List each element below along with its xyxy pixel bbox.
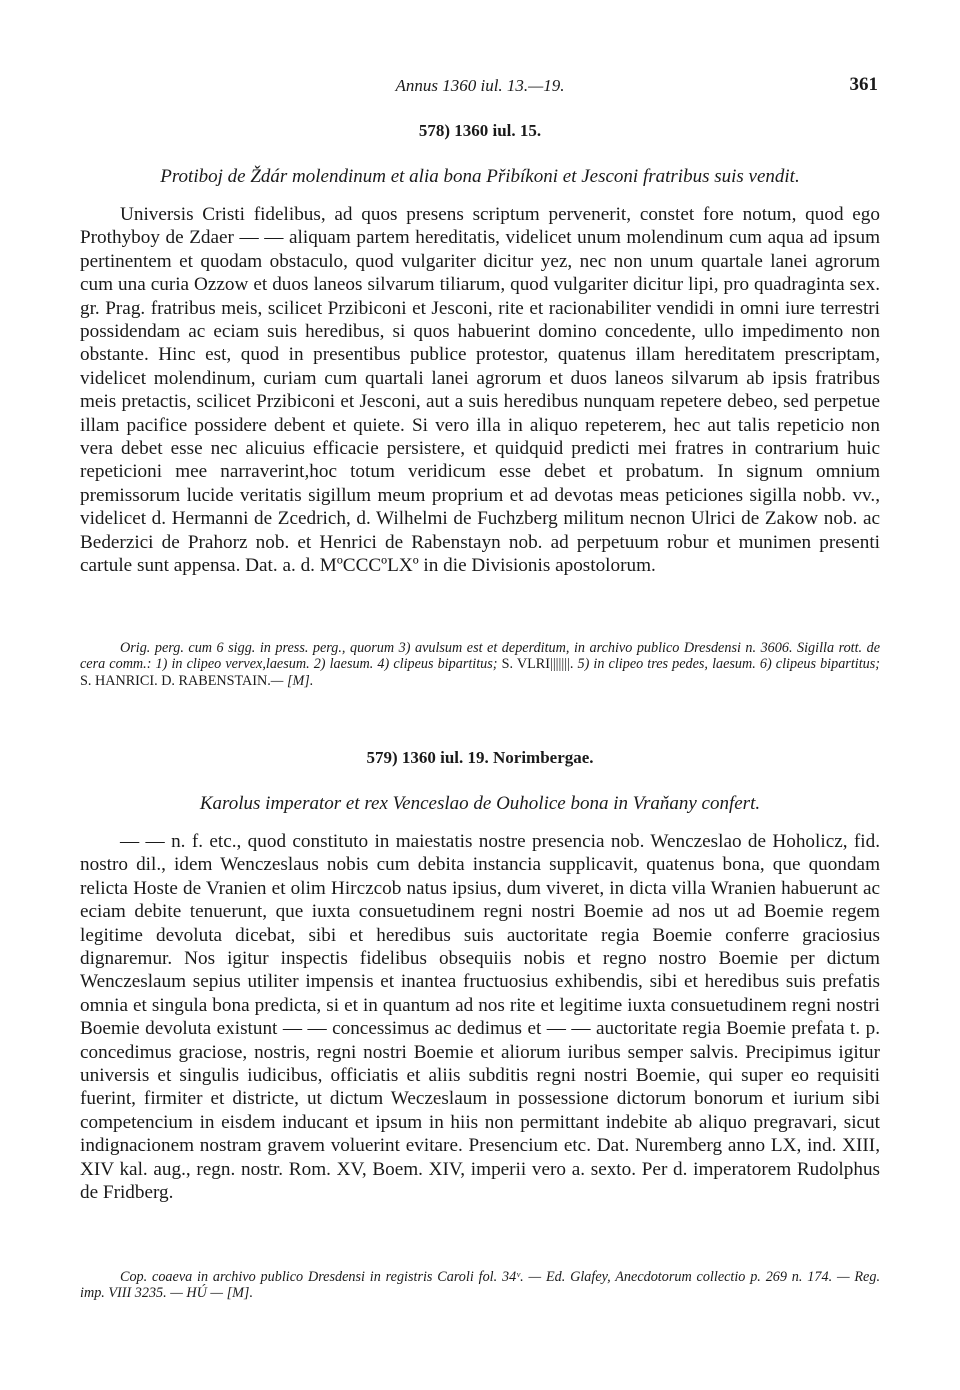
running-head: [80, 72, 880, 102]
doc-579-summary: Karolus imperator et rex Venceslao de Ouholice bona in Vraňany confert.: [199, 793, 761, 814]
doc-578-body: [80, 203, 880, 578]
doc-578-note: [80, 640, 880, 689]
doc-578-heading: 578) 1360 iul. 15.: [418, 121, 542, 140]
doc-578-note-part-2: 5) in clipeo tres pedes, laesum. 6) clipeus bipartitus;: [573, 656, 880, 673]
doc-579-note: Cop. coaeva in archivo publico Dresdensi in registris Caroli fol. 34ᵛ. — Ed. Glafey, Anecdotorum collectio p. 269 n. 174. — Reg. imp. VIII 3235. — HÚ — [M].: [80, 1269, 880, 1302]
doc-579-body-main: — — n. f. etc., quod constituto in maiestatis nostre presencia nob. Wenczeslao de Hoholicz, fid. nostro dil., idem Wenczeslaus nobis cum debita instancia supplicavit, quatenus bona, que quondam relicta Hoste de Vranien et olim Hirczcob natus ipsius, dum viveret, in dicta villa Wranien habuerunt ac eciam debite tenuerunt, que iuxta consuetudinem regni nostri Boemie ad nos ut ad Boemie regem legitime devoluta dicebat, sibi et heredibus suis auctoritate regia Boemie conferre graciosius dignaremur. Nos igitur inspectis fidelibus obsequiis nobis et regno nostro Boemie per dictum Wenczeslaum sepius utiliter impensis et inantea fructuosius exhibendis, sibi et heredibus suis prefatis omnia et singula bona predicta, si et in quantum ad nos rite et legitime iuxta consuetudinem regni nostri Boemie devoluta existunt — — concessimus ac dedimus et — — auctoritate regia Boemie prefata t. p. concedimus graciose, nostris, regni nostri Boemie et aliorum iuribus semper salvis. Precipimus igitur universis et singulis iudicibus, officiatis et aliis subditis regni nostri Boemie, qui super eo requisiti fuerint, firmiter et districte, ut dictum Weczeslaum in possessione dictorum bonorum et iurium sibi competencium in eisdem inducant et ipsum in hiis non permittant indebite ab aliquo pregravari, sicut indignacionem nostram gravem voluerint evitare. Presencium etc. Dat. Nuremberg anno LX, ind. XIII, XIV kal. aug., regn. nostr. Rom. XV, Boem. XIV, imperii vero a. sexto.: [80, 831, 880, 1180]
doc-578-summary: Protiboj de Ždár molendinum et alia bona Přibíkoni et Jesconi fratribus suis vendit.: [160, 166, 800, 187]
page-number: 361: [849, 74, 878, 95]
doc-578-note-part-3: — [M].: [270, 672, 314, 689]
doc-579-body: [80, 830, 880, 1205]
running-title: Annus 1360 iul. 13.—19.: [395, 76, 565, 95]
doc-578-note-part-1: Orig. perg. cum 6 sigg. in press. perg., quorum 3) avulsum est et deperditum, in archivo publico Dresdensi n. 3606. Sigilla rott. de cera comm.: 1) in clipeo vervex,laesum. 2) laesum. 4) clipeus bipartitus;: [80, 640, 880, 673]
doc-578-note-seal-legend-2: S. HANRICI. D. RABENSTAIN.: [80, 672, 271, 689]
doc-579-signature: Per d. imperatorem Rudolphus de Fridberg.: [80, 1158, 881, 1204]
doc-578-body-text: Universis Cristi fidelibus, ad quos presens scriptum pervenerit, constet fore notum, quod ego Prothyboy de Zdaer — — aliquam partem hereditatis, videlicet unum molendinum cum aqua ad ipsum pertinentem et quodam obstaculo, quod vulgariter dicitur yez, nec non unum quartale lanei agrorum cum una curia Ozzow et duos laneos silvarum tiliarum, quod vulgariter dicitur lipi, pro quadraginta sex. gr. Prag. fratribus meis, scilicet Przibiconi et Jesconi, rite et racionabiliter vendidi in omni iure terrestri possidendam ac eciam suis heredibus, si quos habuerint domino concedente, ullo impedimento non obstante. Hinc est, quod in presentibus publice protestor, quatenus illam hereditatem prescriptam, videlicet molendinum, curiam cum quartali lanei agrorum et duos laneos silvarum ab ipsis fratribus meis pretactis, scilicet Przibiconi et Jesconi, aut a suis heredibus nunquam repetere debeo, sed perpetue illam pacifice possidere debent et quiete. Si vero illa in aliquo repeterem, hec aut talis repeticio non vera debet esse nec alicuius efficacie persistere, et quidquid predicti mei fratres in contrarium huic repeticioni mee narraverint,hoc totum veridicum esse debet et probatum. In signum omnium premissorum lucide veritatis sigillum meum proprium et ad devotas meas peticiones sigilla nobb. vv., videlicet d. Hermanni de Zcedrich, d. Wilhelmi de Fuchzberg militum necnon Ulrici de Zakow nob. ac Bederzici de Prahorz nob. et Henrici de Rabenstayn nob. ad perpetuum robur et munimen presenti cartule sunt appensa. Dat. a. d. MºCCCºLXº in die Divisionis apostolorum.: [80, 204, 880, 577]
doc-579-heading: 579) 1360 iul. 19. Norimbergae.: [366, 748, 594, 767]
doc-579-body-text: [80, 830, 880, 1205]
doc-578-note-seal-legend-1: S. VLRI|||||||.: [501, 656, 574, 673]
